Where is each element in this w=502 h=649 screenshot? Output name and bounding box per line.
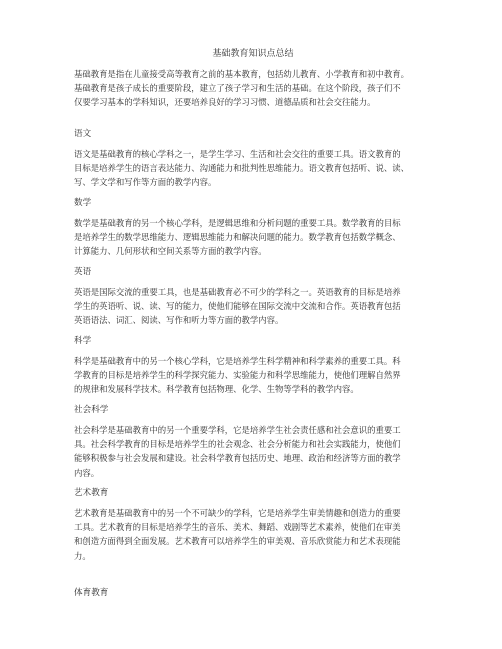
section-heading-english: 英语 <box>74 267 92 277</box>
section-text-science: 科学是基础教育中的另一个核心学科，它是培养学生科学精神和科学素养的重要工具。科 学教育的目标是培养学生的科学探究能力、实验能力和科学思维能力，使他们理解自然界 的规律和发展科学技术。科学教育包括物理、化学、生物等学科的教学内容。 <box>74 356 401 395</box>
section-text-math: 数学是基础教育的另一个核心学科，是逻辑思维和分析问题的重要工具。数学教育的目标 是培养学生的数学思维能力、逻辑思维能力和解决问题的能力。数学教育包括数学概念、 计算能力、几何形状和空间关系等方面的教学内容。 <box>74 218 401 257</box>
section-heading-math: 数学 <box>74 198 92 208</box>
section-text-chinese: 语文是基础教育的核心学科之一，是学生学习、生活和社会交往的重要工具。语文教育的 目标是培养学生的语言表达能力、沟通能力和批判性思维能力。语文教育包括听、说、读、 写、学文学和写作等方面的教学内容。 <box>74 149 409 188</box>
intro-paragraph: 基础教育是指在儿童接受高等教育之前的基本教育，包括幼儿教育、小学教育和初中教育。 基础教育是孩子成长的重要阶段，建立了孩子学习和生活的基础。在这个阶段，孩子们不 仅要学习基本的学科知识，还要培养良好的学习习惯、道德品质和社会交往能力。 <box>74 69 409 108</box>
section-heading-chinese: 语文 <box>74 129 92 139</box>
section-heading-science: 科学 <box>74 336 92 346</box>
section-text-art: 艺术教育是基础教育中的另一个不可缺少的学科，它是培养学生审美情趣和创造力的重要 工具。艺术教育的目标是培养学生的音乐、美术、舞蹈、戏剧等艺术素养，使他们在审美 和创造方面得到全面发展。艺术教育可以培养学生的审美观、音乐欣赏能力和艺术表现能 力。 <box>74 508 401 561</box>
section-heading-pe: 体育教育 <box>74 588 109 598</box>
section-heading-social-science: 社会科学 <box>74 405 109 415</box>
document-title: 基础教育知识点总结 <box>212 49 294 59</box>
section-heading-art: 艺术教育 <box>74 488 109 498</box>
section-text-social-science: 社会科学是基础教育中的另一个重要学科，它是培养学生社会责任感和社会意识的重要工 具。社会科学教育的目标是培养学生的社会观念、社会分析能力和社会实践能力，使他们 能够积极参与社会发展和建设。社会科学教育包括历史、地理、政治和经济等方面的教学 内容。 <box>74 425 401 478</box>
section-text-english: 英语是国际交流的重要工具，也是基础教育必不可少的学科之一。英语教育的目标是培养 学生的英语听、说、读、写的能力，使他们能够在国际交流中交流和合作。英语教育包括 英语语法、词汇、阅读、写作和听力等方面的教学内容。 <box>74 287 401 326</box>
